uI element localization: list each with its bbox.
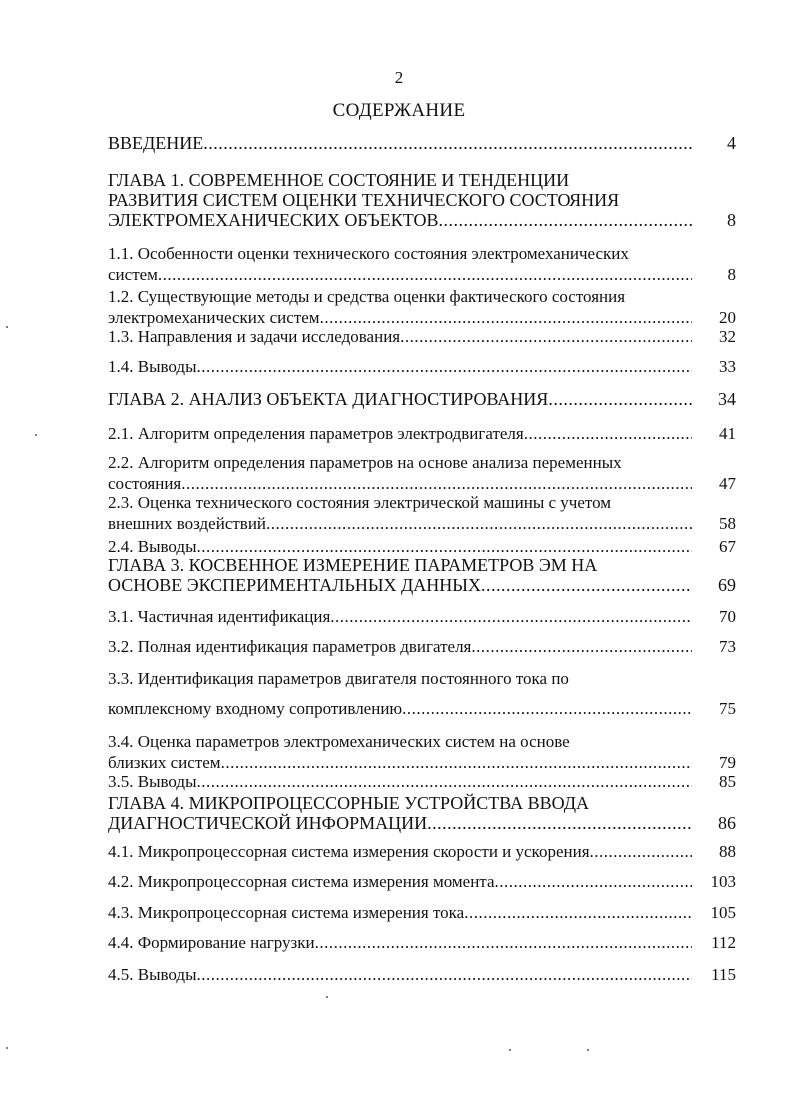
- toc-chapter-entry[interactable]: [108, 555, 736, 595]
- toc-page-number: 115: [711, 965, 736, 984]
- toc-entry-line: внешних воздействий: [108, 514, 267, 533]
- toc-entry[interactable]: [108, 902, 736, 923]
- toc-entry[interactable]: [108, 243, 736, 285]
- toc-entry-title: [108, 133, 692, 153]
- toc-chapter-entry[interactable]: [108, 389, 736, 409]
- toc-entry[interactable]: [108, 964, 736, 985]
- dot-leader: [203, 133, 692, 153]
- toc-entry-line: ОСНОВЕ ЭКСПЕРИМЕНТАЛЬНЫХ ДАННЫХ: [108, 575, 481, 595]
- toc-entry-line: систем: [108, 265, 158, 284]
- dot-leader: [495, 871, 693, 892]
- toc-entry[interactable]: [108, 841, 736, 862]
- toc-entry[interactable]: [108, 771, 736, 792]
- scan-speck: [509, 1049, 511, 1051]
- toc-entry-line: ДИАГНОСТИЧЕСКОЙ ИНФОРМАЦИИ: [108, 813, 428, 833]
- toc-page-number: 34: [718, 389, 736, 409]
- toc-entry[interactable]: [108, 698, 736, 719]
- toc-entry-line: ГЛАВА 2. АНАЛИЗ ОБЪЕКТА ДИАГНОСТИРОВАНИЯ: [108, 389, 549, 409]
- toc-page-number: 85: [719, 772, 736, 791]
- toc-page-number: 86: [718, 813, 736, 833]
- toc-entry-title: [108, 536, 692, 557]
- toc-entry-title: [108, 606, 692, 627]
- toc-entry[interactable]: [108, 326, 736, 347]
- dot-leader: [197, 356, 692, 377]
- scan-speck: [326, 996, 328, 998]
- dot-leader: [548, 389, 692, 409]
- toc-entry-line: 4.1. Микропроцессорная система измерения скорости и ускорения: [108, 842, 590, 861]
- toc-entry-title: [108, 841, 692, 862]
- toc-entry-line: 4.5. Выводы: [108, 965, 197, 984]
- toc-page-number: 58: [719, 514, 736, 533]
- toc-entry-title: [108, 793, 692, 833]
- scan-speck: [6, 1047, 8, 1049]
- toc-page-number: 8: [727, 265, 736, 284]
- toc-entry-line: 4.3. Микропроцессорная система измерения тока: [108, 903, 465, 922]
- toc-entry[interactable]: [108, 932, 736, 953]
- toc-entry-line: РАЗВИТИЯ СИСТЕМ ОЦЕНКИ ТЕХНИЧЕСКОГО СОСТОЯНИЯ: [108, 190, 620, 210]
- toc-entry-title: [108, 731, 692, 773]
- dot-leader: [221, 752, 692, 773]
- dot-leader: [315, 932, 692, 953]
- toc-entry-line: состояния: [108, 474, 182, 493]
- toc-page-number: 105: [710, 903, 736, 922]
- dot-leader: [197, 771, 692, 792]
- toc-page-number: 75: [719, 699, 736, 718]
- dot-leader: [524, 423, 692, 444]
- toc-entry-title: [108, 286, 692, 328]
- toc-entry-title: [108, 668, 692, 689]
- toc-entry-line: ГЛАВА 4. МИКРОПРОЦЕССОРНЫЕ УСТРОЙСТВА ВВОДА: [108, 793, 590, 813]
- toc-entry-line: 1.2. Существующие методы и средства оценки фактического состояния: [108, 287, 626, 306]
- toc-page-number: 88: [719, 842, 736, 861]
- toc-entry-line: ЭЛЕКТРОМЕХАНИЧЕСКИХ ОБЪЕКТОВ: [108, 210, 439, 230]
- toc-page-number: 73: [719, 637, 736, 656]
- dot-leader: [481, 575, 692, 595]
- toc-chapter-entry[interactable]: [108, 170, 736, 230]
- toc-entry[interactable]: [108, 423, 736, 444]
- toc-entry-title: [108, 902, 692, 923]
- toc-entry[interactable]: [108, 871, 736, 892]
- toc-entry[interactable]: [108, 356, 736, 377]
- toc-page-number: 4: [727, 133, 736, 153]
- toc-entry[interactable]: [108, 606, 736, 627]
- scan-speck: [35, 434, 37, 436]
- toc-entry[interactable]: [108, 286, 736, 328]
- toc-entry[interactable]: [108, 452, 736, 494]
- toc-entry-line: 1.4. Выводы: [108, 357, 197, 376]
- toc-page-number: 41: [719, 424, 736, 443]
- toc-entry-title: [108, 636, 692, 657]
- toc-entry-title: [108, 698, 692, 719]
- toc-entry-title: [108, 389, 692, 409]
- toc-entry[interactable]: [108, 492, 736, 534]
- toc-title: СОДЕРЖАНИЕ: [332, 100, 466, 121]
- dot-leader: [590, 841, 692, 862]
- toc-entry[interactable]: [108, 731, 736, 773]
- toc-entry-line: 3.2. Полная идентификация параметров двигателя: [108, 637, 472, 656]
- toc-chapter-entry[interactable]: [108, 793, 736, 833]
- toc-page-number: 112: [711, 933, 736, 952]
- toc-entry-title: [108, 771, 692, 792]
- toc-entry-line: 2.4. Выводы: [108, 537, 197, 556]
- toc-entry-title: [108, 555, 692, 595]
- dot-leader: [471, 636, 692, 657]
- toc-page-number: 79: [719, 753, 736, 772]
- toc-entry-title: [108, 932, 692, 953]
- toc-entry-title: [108, 492, 692, 534]
- toc-entry-line: 3.3. Идентификация параметров двигателя постоянного тока по: [108, 669, 569, 688]
- scan-speck: [6, 326, 8, 328]
- toc-entry-line: 2.1. Алгоритм определения параметров электродвигателя: [108, 424, 524, 443]
- page-number: 2: [394, 68, 404, 87]
- dot-leader: [158, 264, 692, 285]
- toc-page-number: 20: [719, 308, 736, 327]
- toc-entry-line: ГЛАВА 3. КОСВЕННОЕ ИЗМЕРЕНИЕ ПАРАМЕТРОВ ЭМ НА: [108, 555, 598, 575]
- toc-entry-title: [108, 170, 692, 230]
- toc-entry[interactable]: [108, 636, 736, 657]
- dot-leader: [266, 513, 692, 534]
- dot-leader: [439, 210, 692, 230]
- toc-page-number: 8: [727, 210, 736, 230]
- toc-entry-line: ВВЕДЕНИЕ: [108, 133, 204, 153]
- scan-speck: [587, 1049, 589, 1051]
- dot-leader: [197, 964, 692, 985]
- dot-leader: [427, 813, 692, 833]
- dot-leader: [464, 902, 692, 923]
- dot-leader: [400, 326, 692, 347]
- toc-entry-title: [108, 452, 692, 494]
- toc-entry-line: комплексному входному сопротивлению: [108, 699, 403, 718]
- toc-entry-line: 3.5. Выводы: [108, 772, 197, 791]
- toc-entry-line: ГЛАВА 1. СОВРЕМЕННОЕ СОСТОЯНИЕ И ТЕНДЕНЦИИ: [108, 170, 570, 190]
- toc-entry-line: 3.1. Частичная идентификация: [108, 607, 331, 626]
- toc-entry-line: близких систем: [108, 753, 221, 772]
- dot-leader: [197, 536, 692, 557]
- toc-entry-title: [108, 871, 692, 892]
- dot-leader: [402, 698, 692, 719]
- toc-entry-title: [108, 243, 692, 285]
- toc-entry-title: [108, 964, 692, 985]
- toc-entry-line: 4.2. Микропроцессорная система измерения момента: [108, 872, 495, 891]
- toc-page-number: 67: [719, 537, 736, 556]
- toc-page-number: 32: [719, 327, 736, 346]
- toc-entry-line: 4.4. Формирование нагрузки: [108, 933, 315, 952]
- toc-entry-title: [108, 356, 692, 377]
- dot-leader: [330, 606, 692, 627]
- toc-entry-line: электромеханических систем: [108, 308, 320, 327]
- toc-chapter-entry[interactable]: [108, 133, 736, 153]
- toc-page-number: 47: [719, 474, 736, 493]
- toc-entry-title: [108, 423, 692, 444]
- dot-leader: [181, 473, 692, 494]
- toc-entry-line: 2.3. Оценка технического состояния электрической машины с учетом: [108, 493, 612, 512]
- toc-page-number: 70: [719, 607, 736, 626]
- toc-entry-line: 3.4. Оценка параметров электромеханических систем на основе: [108, 732, 570, 751]
- toc-entry-title: [108, 326, 692, 347]
- toc-entry[interactable]: [108, 668, 736, 689]
- toc-page-number: 103: [710, 872, 736, 891]
- toc-entry-line: 1.3. Направления и задачи исследования: [108, 327, 401, 346]
- dot-leader: [320, 307, 692, 328]
- toc-page-number: 33: [719, 357, 736, 376]
- toc-entry-line: 2.2. Алгоритм определения параметров на основе анализа переменных: [108, 453, 622, 472]
- toc-entry[interactable]: [108, 536, 736, 557]
- toc-entry-line: 1.1. Особенности оценки технического состояния электромеханических: [108, 244, 629, 263]
- toc-page-number: 69: [718, 575, 736, 595]
